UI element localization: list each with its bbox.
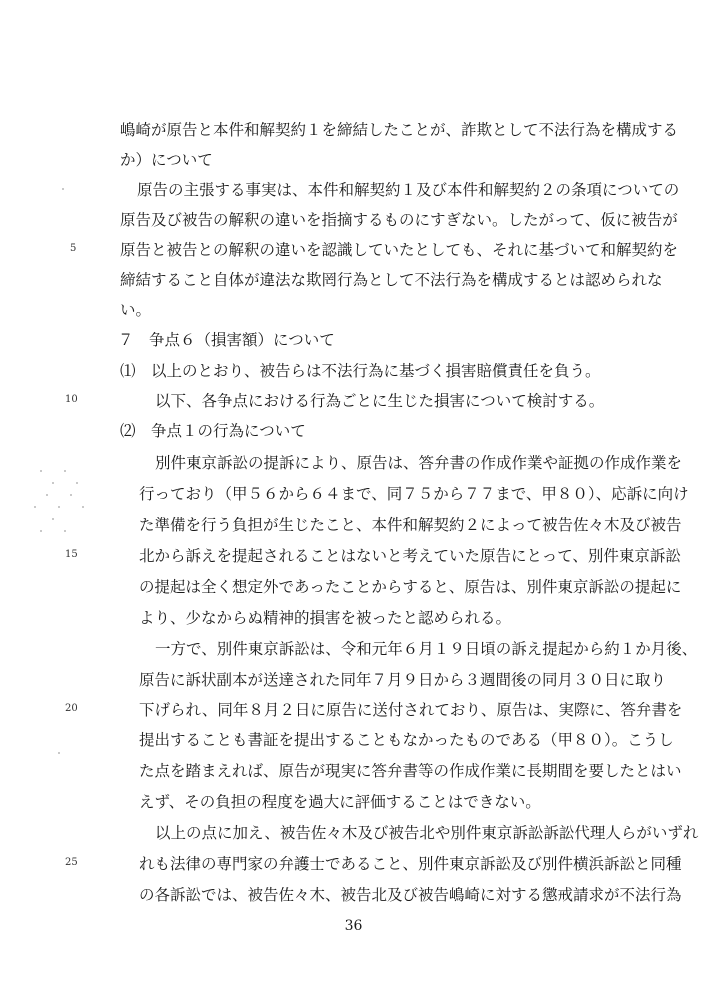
text-line: か）について bbox=[120, 151, 213, 169]
line-number: 5 bbox=[70, 243, 77, 254]
text-line: 提出することも書証を提出することもなかったものである（甲８０）。こうし bbox=[139, 731, 674, 749]
line-number: 15 bbox=[65, 549, 78, 560]
text-line: 別件東京訴訟の提訴により、原告は、答弁書の作成作業や証拠の作成作業を bbox=[155, 454, 683, 472]
text-line: 下げられ、同年８月２日に原告に送付されており、原告は、実際に、答弁書を bbox=[139, 701, 683, 719]
text-line: 原告及び被告の解釈の違いを指摘するものにすぎない。したがって、仮に被告が bbox=[120, 211, 678, 229]
text-line: 原告に訴状副本が送達された同年７月９日から３週間後の同月３０日に取り bbox=[139, 671, 667, 689]
text-line: れも法律の専門家の弁護士であること、別件東京訴訟及び別件横浜訴訟と同種 bbox=[139, 855, 682, 873]
section-heading: ７ 争点６（損害額）について bbox=[118, 331, 335, 349]
text-line: 一方で、別件東京訴訟は、令和元年６月１９日頃の訴え提起から約１か月後、 bbox=[155, 640, 698, 658]
page-number: 36 bbox=[344, 918, 363, 934]
text-line: 北から訴えを提起されることはないと考えていた原告にとって、別件東京訴訟 bbox=[139, 547, 681, 565]
text-line: 嶋崎が原告と本件和解契約１を締結したことが、詐欺として不法行為を構成する bbox=[120, 121, 679, 139]
subsection-item: ⑴ 以上のとおり、被告らは不法行為に基づく損害賠償責任を負う。 bbox=[120, 362, 601, 380]
text-line: た準備を行う負担が生じたこと、本件和解契約２によって被告佐々木及び被告 bbox=[139, 516, 682, 534]
text-line: 原告の主張する事実は、本件和解契約１及び本件和解契約２の条項についての bbox=[137, 181, 680, 199]
text-line: えず、その負担の程度を過大に評価することはできない。 bbox=[139, 793, 541, 811]
text-line: た点を踏まえれば、原告が現実に答弁書等の作成作業に長期間を要したとはい bbox=[139, 762, 682, 780]
text-line: 原告と被告との解釈の違いを認識していたとしても、それに基づいて和解契約を bbox=[120, 241, 679, 259]
text-line: の各訴訟では、被告佐々木、被告北及び被告嶋崎に対する懲戒請求が不法行為 bbox=[139, 886, 682, 904]
line-number: 20 bbox=[65, 703, 78, 714]
text-line: より、少なからぬ精神的損害を被ったと認められる。 bbox=[139, 609, 512, 627]
line-number: 10 bbox=[65, 394, 78, 405]
subsection-heading: ⑵ 争点１の行為について bbox=[120, 422, 306, 440]
text-line: 締結すること自体が違法な欺罔行為として不法行為を構成するとは認められな bbox=[120, 271, 663, 289]
text-line: 以上の点に加え、被告佐々木及び被告北や別件東京訴訟訴訟代理人らがいずれ bbox=[155, 824, 699, 842]
line-number: 25 bbox=[65, 857, 78, 868]
text-line: の提起は全く想定外であったことからすると、原告は、別件東京訴訟の提起に bbox=[139, 578, 682, 596]
text-line: 以下、各争点における行為ごとに生じた損害について検討する。 bbox=[155, 392, 605, 410]
text-line: 行っており（甲５６から６４まで、同７５から７７まで、甲８０）、応訴に向け bbox=[139, 485, 689, 503]
text-line: い。 bbox=[120, 301, 152, 319]
